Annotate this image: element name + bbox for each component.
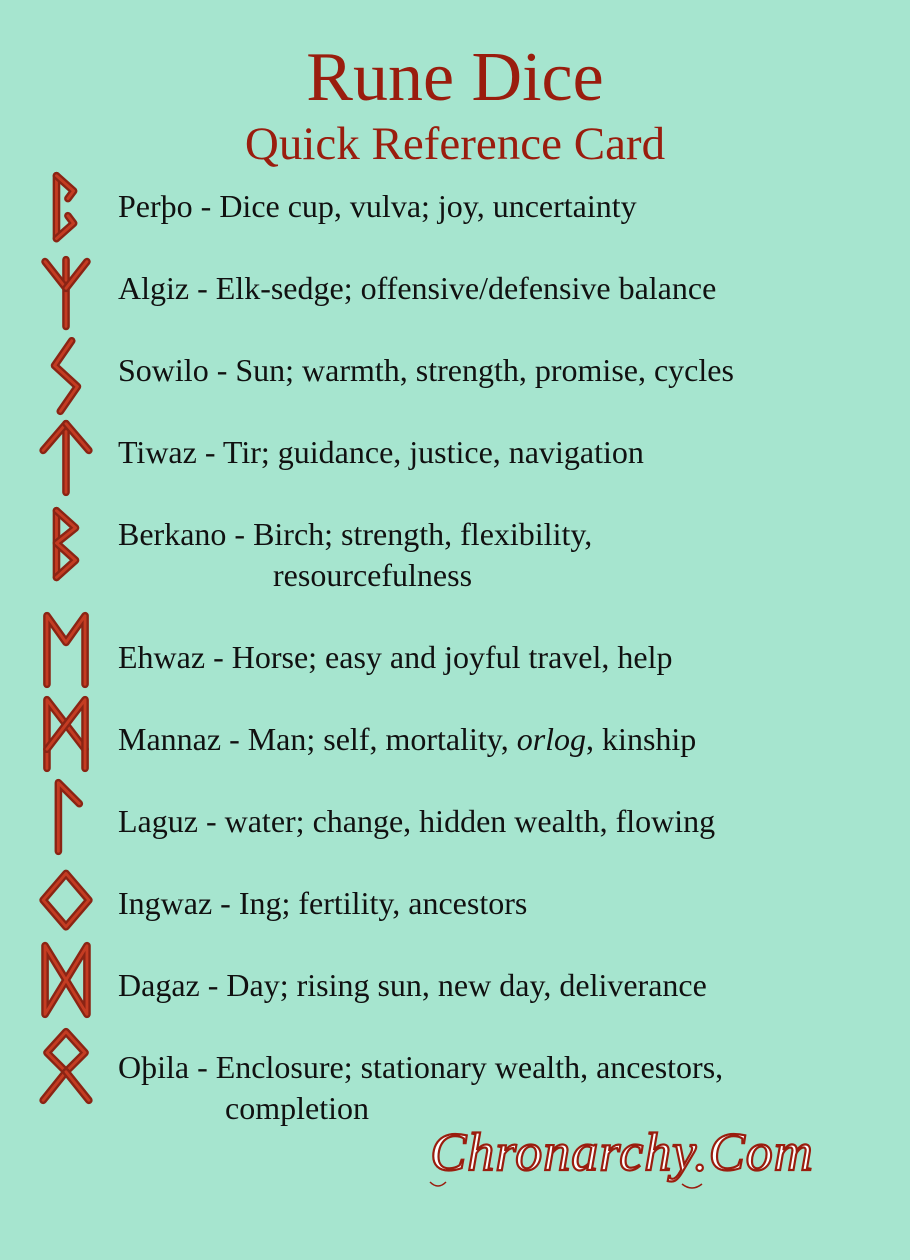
- rune-meaning-text: Dagaz - Day; rising sun, new day, deliverance: [118, 967, 707, 1003]
- rune-meaning-text: Algiz - Elk-sedge; offensive/defensive balance: [118, 270, 717, 306]
- rune-meaning-text: Ehwaz - Horse; easy and joyful travel, help: [118, 639, 673, 675]
- algiz-rune-icon-glyph: [34, 254, 98, 334]
- rune-meaning-text: Ingwaz - Ing; fertility, ancestors: [118, 885, 528, 921]
- berkano-rune-icon-glyph: [34, 505, 98, 585]
- perthro-rune-icon-glyph: [34, 170, 98, 250]
- rune-meaning-text: Perþo - Dice cup, vulva; joy, uncertainty: [118, 188, 637, 224]
- rune-meaning-continuation: completion: [225, 1090, 369, 1126]
- rune-meaning-ehwaz: [118, 637, 898, 678]
- rune-meaning-text: Oþila - Enclosure; stationary wealth, ancestors,: [118, 1049, 724, 1085]
- rune-meaning-line: [118, 803, 715, 839]
- rune-meaning-line: [118, 188, 637, 224]
- card-subtitle: Quick Reference Card: [244, 118, 666, 170]
- ehwaz-rune-icon-glyph: [34, 610, 98, 690]
- rune-meaning-sowilo: [118, 350, 898, 391]
- rune-meaning-line: [118, 885, 527, 921]
- ehwaz-rune-icon: [34, 610, 98, 690]
- mannaz-rune-icon-glyph: [34, 694, 98, 774]
- dagaz-rune-icon-glyph: [34, 940, 98, 1020]
- rune-stroke-highlight: [55, 341, 78, 411]
- rune-stroke: [43, 873, 89, 926]
- tiwaz-rune-icon-glyph: [34, 418, 98, 498]
- rune-meaning-line: [118, 352, 734, 388]
- rune-stroke-highlight: [45, 946, 87, 1015]
- perthro-rune-icon: [34, 170, 98, 250]
- laguz-rune-icon: [34, 777, 98, 857]
- card-title: Rune Dice: [306, 39, 604, 116]
- rune-meaning-line: [118, 721, 696, 757]
- rune-stroke-highlight: [43, 873, 89, 926]
- sowilo-rune-icon-glyph: [34, 337, 98, 417]
- logo-flourish-right: [682, 1184, 702, 1188]
- rune-stroke-highlight: [43, 1072, 66, 1101]
- rune-stroke-highlight: [47, 616, 85, 685]
- rune-stroke: [47, 1032, 85, 1072]
- laguz-rune-icon-glyph: [34, 777, 98, 857]
- rune-meaning-text-end: , kinship: [586, 721, 697, 757]
- rune-meaning-line: [118, 434, 644, 470]
- rune-meaning-text: Mannaz - Man; self, mortality,: [118, 721, 517, 757]
- rune-stroke-highlight: [66, 1072, 89, 1101]
- berkano-rune-icon: [34, 505, 98, 585]
- othala-rune-icon: [34, 1026, 98, 1106]
- rune-meaning-perþo: [118, 186, 898, 227]
- rune-meaning-line: [118, 516, 592, 552]
- dagaz-rune-icon: [34, 940, 98, 1020]
- mannaz-rune-icon: [34, 694, 98, 774]
- rune-meaning-text: Laguz - water; change, hidden wealth, flowing: [118, 803, 716, 839]
- rune-meaning-laguz: [118, 801, 898, 842]
- rune-meaning-ingwaz: [118, 883, 898, 924]
- othala-rune-icon-glyph: [34, 1026, 98, 1106]
- rune-meaning-line: [118, 967, 707, 1003]
- rune-meaning-line: [118, 1049, 723, 1085]
- sowilo-rune-icon: [34, 337, 98, 417]
- rune-meaning-text: Tiwaz - Tir; guidance, justice, navigation: [118, 434, 644, 470]
- rune-meaning-line: [118, 270, 716, 306]
- ingwaz-rune-icon: [34, 862, 98, 942]
- rune-meaning-dagaz: [118, 965, 898, 1006]
- algiz-rune-icon: [34, 254, 98, 334]
- logo-flourish-left: [430, 1182, 446, 1186]
- logo-text: Chronarchy.Com: [430, 1122, 814, 1182]
- rune-meaning-berkano: [118, 514, 898, 596]
- chronarchy-logo: [412, 1112, 832, 1192]
- rune-meaning-line: [118, 639, 672, 675]
- ingwaz-rune-icon-glyph: [34, 862, 98, 942]
- rune-meaning-tiwaz: [118, 432, 898, 473]
- rune-meaning-mannaz: [118, 719, 898, 760]
- rune-meaning-continuation: resourcefulness: [273, 557, 473, 593]
- rune-meaning-algiz: [118, 268, 898, 309]
- logo-wordmark: [412, 1112, 832, 1192]
- rune-meaning-text: Berkano - Birch; strength, flexibility,: [118, 516, 593, 552]
- rune-meaning-italic: orlog: [516, 721, 587, 757]
- rune-meaning-text: Sowilo - Sun; warmth, strength, promise, cycles: [118, 352, 734, 388]
- tiwaz-rune-icon: [34, 418, 98, 498]
